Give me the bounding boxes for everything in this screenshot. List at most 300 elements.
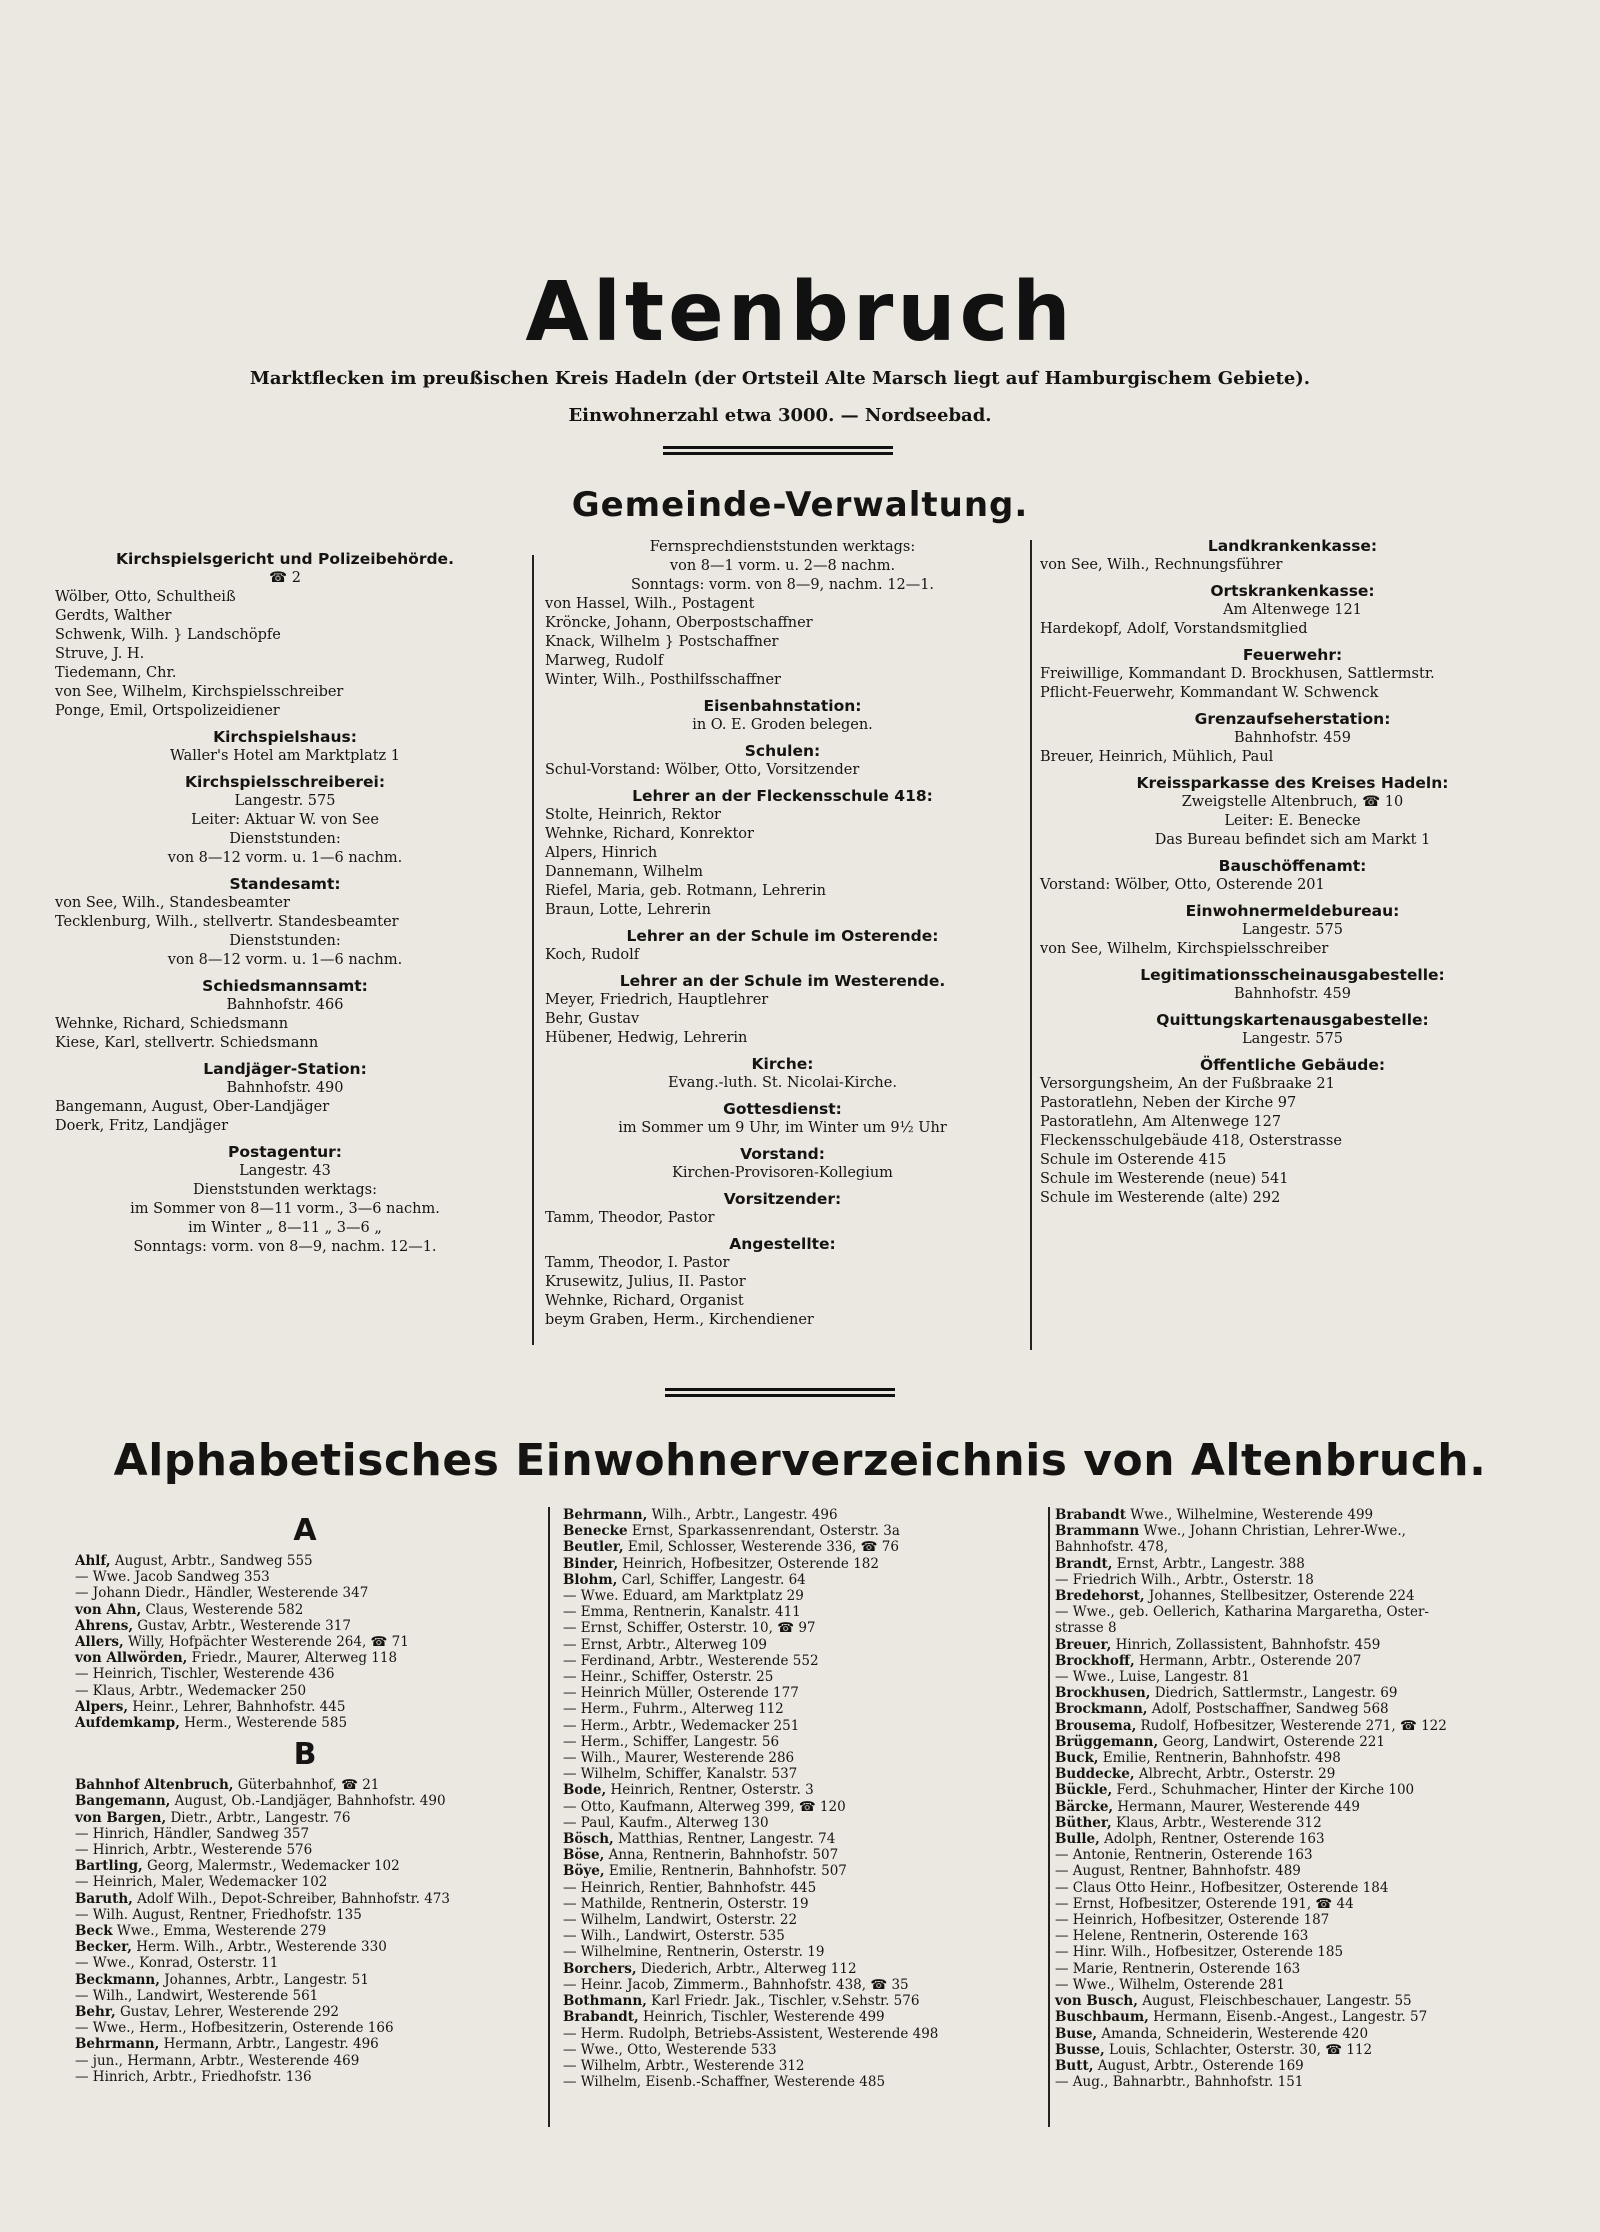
entry-line: Leiter: E. Benecke bbox=[1224, 813, 1361, 829]
entry-details: — Wwe., Wilhelm, Osterende 281 bbox=[1055, 1976, 1285, 1993]
section-heading: Einwohnermeldebureau: bbox=[1185, 902, 1400, 920]
entry-details: Heinrich, Tischler, Westerende 499 bbox=[638, 2009, 885, 2026]
surname: Behrmann, bbox=[75, 2036, 160, 2053]
entry-details: — Antonie, Rentnerin, Osterende 163 bbox=[1055, 1847, 1313, 1864]
section-heading: Kirche: bbox=[751, 1055, 814, 1073]
resident-entry bbox=[75, 1923, 535, 1939]
entry-details: Heinrich, Rentner, Osterstr. 3 bbox=[606, 1782, 814, 1799]
entry-details: — Wilh. August, Rentner, Friedhofstr. 135 bbox=[75, 1906, 362, 1923]
section-heading: Lehrer an der Schule im Osterende: bbox=[626, 927, 939, 945]
resident-entry bbox=[75, 1650, 535, 1666]
surname: Bredehorst, bbox=[1055, 1588, 1145, 1605]
entry-details: Emilie, Rentnerin, Bahnhofstr. 507 bbox=[604, 1863, 847, 1880]
entry-line: von 8—1 vorm. u. 2—8 nachm. bbox=[669, 558, 896, 574]
entry-details: — Wilh., Maurer, Westerende 286 bbox=[563, 1750, 795, 1767]
resident-entry bbox=[563, 1831, 1053, 1847]
resident-entry bbox=[75, 2020, 535, 2036]
entry-line: Riefel, Maria, geb. Rotmann, Lehrerin bbox=[545, 883, 826, 899]
entry-line: Ponge, Emil, Ortspolizeidiener bbox=[55, 703, 280, 719]
surname: Behrmann, bbox=[563, 1507, 648, 1523]
section-heading: Eisenbahnstation: bbox=[703, 697, 862, 715]
entry-details: — Heinr., Schiffer, Osterstr. 25 bbox=[563, 1669, 774, 1686]
resident-entry bbox=[563, 2026, 1053, 2042]
resident-entry bbox=[1055, 2042, 1555, 2058]
surname: Brammann bbox=[1055, 1523, 1140, 1540]
entry-line: Dienststunden: bbox=[229, 831, 341, 847]
surname: Brockhusen, bbox=[1055, 1685, 1151, 1702]
resident-entry bbox=[75, 1793, 535, 1809]
resident-entry bbox=[1055, 1912, 1555, 1928]
resident-entry bbox=[1055, 1734, 1555, 1750]
surname: Bückle, bbox=[1055, 1782, 1113, 1799]
entry-details: — Heinrich, Tischler, Westerende 436 bbox=[75, 1666, 335, 1683]
surname: Borchers, bbox=[563, 1960, 637, 1977]
surname: von Busch, bbox=[1055, 1993, 1138, 2010]
surname: Behr, bbox=[75, 2004, 116, 2021]
entry-details: — Wilh., Landwirt, Westerende 561 bbox=[75, 1987, 319, 2004]
entry-line: Marweg, Rudolf bbox=[545, 653, 664, 669]
section-heading: Lehrer an der Fleckensschule 418: bbox=[632, 787, 933, 805]
surname: Bode, bbox=[563, 1782, 607, 1799]
surname: Allers, bbox=[75, 1634, 124, 1651]
resident-entry bbox=[563, 1766, 1053, 1782]
entry-line: Leiter: Aktuar W. von See bbox=[191, 812, 379, 828]
surname: Bangemann, bbox=[75, 1793, 171, 1810]
section-heading: Bauschöffenamt: bbox=[1218, 857, 1367, 875]
surname: Brüggemann, bbox=[1055, 1733, 1159, 1750]
resident-entry bbox=[563, 1572, 1053, 1588]
resident-entry bbox=[563, 2058, 1053, 2074]
entry-details: — Wwe., Otto, Westerende 533 bbox=[563, 2041, 777, 2058]
entry-details: Claus, Westerende 582 bbox=[141, 1601, 304, 1618]
entry-line: Stolte, Heinrich, Rektor bbox=[545, 807, 721, 823]
entry-details: Wwe., Johann Christian, Lehrer-Wwe., bbox=[1139, 1523, 1406, 1540]
section-heading: Postagentur: bbox=[227, 1143, 343, 1161]
resident-entry bbox=[1055, 1588, 1555, 1604]
resident-entry bbox=[1055, 1507, 1555, 1523]
resident-entry bbox=[75, 1939, 535, 1955]
section-heading: Legitimationsscheinausgabestelle: bbox=[1140, 966, 1445, 984]
entry-line: von See, Wilhelm, Kirchspielsschreiber bbox=[55, 684, 344, 700]
entry-details: — Wwe., Luise, Langestr. 81 bbox=[1055, 1669, 1250, 1686]
entry-details: — Wilhelm, Schiffer, Kanalstr. 537 bbox=[563, 1766, 798, 1783]
resident-entry bbox=[563, 1588, 1053, 1604]
entry-line: Bahnhofstr. 466 bbox=[226, 997, 344, 1013]
page-title: Altenbruch bbox=[525, 265, 1075, 360]
resident-entry bbox=[75, 1907, 535, 1923]
entry-details: Adolph, Rentner, Osterende 163 bbox=[1099, 1831, 1325, 1848]
entry-line: Breuer, Heinrich, Mühlich, Paul bbox=[1040, 749, 1274, 765]
resident-entry bbox=[563, 1734, 1053, 1750]
entry-details: — Heinrich, Maler, Wedemacker 102 bbox=[75, 1874, 328, 1891]
entry-details: — Ernst, Arbtr., Alterweg 109 bbox=[563, 1636, 768, 1653]
surname: Brousema, bbox=[1055, 1717, 1137, 1734]
surname: Ahrens, bbox=[75, 1617, 134, 1634]
entry-line: Langestr. 575 bbox=[234, 793, 336, 809]
entry-line: Zweigstelle Altenbruch, ☎ 10 bbox=[1181, 794, 1404, 810]
resident-entry bbox=[1055, 1799, 1555, 1815]
resident-entry bbox=[563, 1653, 1053, 1669]
entry-line: Pastoratlehn, Neben der Kirche 97 bbox=[1040, 1095, 1297, 1111]
entry-details: — Hinr. Wilh., Hofbesitzer, Osterende 185 bbox=[1055, 1944, 1344, 1961]
entry-line: Langestr. 43 bbox=[239, 1163, 331, 1179]
entry-details: — Wilhelm, Eisenb.-Schaffner, Westerende 485 bbox=[563, 2074, 886, 2091]
resident-entry bbox=[75, 1988, 535, 2004]
entry-details: — Wwe., Herm., Hofbesitzerin, Osterende 166 bbox=[75, 2020, 394, 2037]
resident-entry bbox=[75, 1715, 535, 1731]
surname: Bartling, bbox=[75, 1858, 143, 1875]
entry-line: Freiwillige, Kommandant D. Brockhusen, Sattlermstr. bbox=[1040, 666, 1435, 682]
entry-details: Bahnhofstr. 478, bbox=[1055, 1539, 1169, 1556]
resident-entry bbox=[563, 1961, 1053, 1977]
entry-details: — Wwe. Jacob Sandweg 353 bbox=[75, 1569, 270, 1586]
entry-details: Karl Friedr. Jak., Tischler, v.Sehstr. 576 bbox=[646, 1993, 920, 2010]
resident-entry bbox=[563, 2074, 1053, 2090]
resident-entry bbox=[1055, 1523, 1555, 1539]
entry-details: — Helene, Rentnerin, Osterende 163 bbox=[1055, 1928, 1309, 1945]
entry-line: Winter, Wilh., Posthilfsschaffner bbox=[545, 672, 781, 688]
entry-details: — Aug., Bahnarbtr., Bahnhofstr. 151 bbox=[1055, 2074, 1304, 2091]
resident-entry bbox=[75, 1891, 535, 1907]
resident-entry bbox=[75, 1810, 535, 1826]
section-heading: Grenzaufseherstation: bbox=[1194, 710, 1391, 728]
entry-details: Herm., Westerende 585 bbox=[179, 1715, 348, 1732]
entry-line: Kröncke, Johann, Oberpostschaffner bbox=[545, 615, 813, 631]
resident-entry bbox=[1055, 1928, 1555, 1944]
entry-line: Tamm, Theodor, Pastor bbox=[545, 1210, 715, 1226]
surname: Büther, bbox=[1055, 1814, 1112, 1831]
entry-line: von See, Wilh., Rechnungsführer bbox=[1040, 557, 1283, 573]
column-divider bbox=[1030, 540, 1032, 1350]
entry-details: August, Arbtr., Osterende 169 bbox=[1093, 2057, 1304, 2074]
entry-details: Emilie, Rentnerin, Bahnhofstr. 498 bbox=[1098, 1750, 1341, 1767]
section-heading: Öffentliche Gebäude: bbox=[1199, 1056, 1386, 1074]
entry-details: — Heinrich, Rentier, Bahnhofstr. 445 bbox=[563, 1879, 817, 1896]
entry-details: Wilh., Arbtr., Langestr. 496 bbox=[647, 1507, 838, 1523]
surname: Aufdemkamp, bbox=[75, 1715, 180, 1732]
entry-details: Carl, Schiffer, Langestr. 64 bbox=[617, 1571, 806, 1588]
resident-entry bbox=[75, 1842, 535, 1858]
entry-line: Tecklenburg, Wilh., stellvertr. Standesbeamter bbox=[55, 914, 399, 930]
entry-details: — Wilhelmine, Rentnerin, Osterstr. 19 bbox=[563, 1944, 825, 1961]
entry-line: Pflicht-Feuerwehr, Kommandant W. Schwenck bbox=[1040, 685, 1379, 701]
entry-line: Dienststunden: bbox=[229, 933, 341, 949]
resident-entry bbox=[75, 2053, 535, 2069]
surname: Brabandt, bbox=[563, 2009, 639, 2026]
section-heading: Kirchspielsgericht und Polizeibehörde. bbox=[116, 550, 454, 568]
surname: Buschbaum, bbox=[1055, 2009, 1149, 2026]
resident-entry bbox=[563, 1669, 1053, 1685]
entry-details: — Paul, Kaufm., Alterweg 130 bbox=[563, 1814, 769, 1831]
entry-details: Adolf Wilh., Depot-Schreiber, Bahnhofstr. 473 bbox=[132, 1890, 450, 1907]
resident-entry bbox=[75, 1683, 535, 1699]
surname: Brabandt bbox=[1055, 1507, 1126, 1523]
entry-line: Dannemann, Wilhelm bbox=[545, 864, 704, 880]
entry-details: Heinrich, Hofbesitzer, Osterende 182 bbox=[618, 1555, 879, 1572]
entry-line: Sonntags: vorm. von 8—9, nachm. 12—1. bbox=[630, 577, 935, 593]
entry-details: Dietr., Arbtr., Langestr. 76 bbox=[166, 1809, 351, 1826]
entry-line: Fleckensschulgebäude 418, Osterstrasse bbox=[1040, 1133, 1342, 1149]
entry-details: — Wwe., Konrad, Osterstr. 11 bbox=[75, 1955, 279, 1972]
surname: Buddecke, bbox=[1055, 1766, 1135, 1783]
section-heading: Landjäger-Station: bbox=[203, 1060, 367, 1078]
divider-rule bbox=[663, 446, 893, 455]
resident-entry bbox=[75, 1826, 535, 1842]
surname: von Allwörden, bbox=[75, 1650, 188, 1667]
entry-line: in O. E. Groden belegen. bbox=[692, 717, 873, 733]
entry-line: Wehnke, Richard, Organist bbox=[545, 1293, 744, 1309]
resident-entry bbox=[563, 1750, 1053, 1766]
entry-details: Amanda, Schneiderin, Westerende 420 bbox=[1097, 2025, 1369, 2042]
resident-entry bbox=[75, 1585, 535, 1601]
entry-details: — Hinrich, Arbtr., Friedhofstr. 136 bbox=[75, 2068, 312, 2085]
section-heading: Feuerwehr: bbox=[1242, 646, 1343, 664]
surname: Baruth, bbox=[75, 1890, 133, 1907]
entry-line: Alpers, Hinrich bbox=[545, 845, 658, 861]
surname: Bärcke, bbox=[1055, 1798, 1114, 1815]
resident-entry bbox=[1055, 1750, 1555, 1766]
entry-details: Diederich, Arbtr., Alterweg 112 bbox=[636, 1960, 857, 1977]
resident-entry bbox=[1055, 1961, 1555, 1977]
entry-details: — Heinrich, Hofbesitzer, Osterende 187 bbox=[1055, 1912, 1330, 1929]
entry-line: Schwenk, Wilh. } Landschöpfe bbox=[55, 627, 281, 643]
entry-line: Hübener, Hedwig, Lehrerin bbox=[545, 1030, 748, 1046]
surname: Benecke bbox=[563, 1523, 628, 1540]
entry-details: — Hinrich, Händler, Sandweg 357 bbox=[75, 1825, 310, 1842]
resident-entry bbox=[1055, 1669, 1555, 1685]
resident-entry bbox=[1055, 2009, 1555, 2025]
directory-column-3 bbox=[1055, 1507, 1555, 2090]
entry-details: — Wwe. Eduard, am Marktplatz 29 bbox=[563, 1588, 804, 1605]
entry-details: — Wwe., geb. Oellerich, Katharina Margaretha, Oster- bbox=[1055, 1604, 1429, 1621]
resident-entry bbox=[563, 1701, 1053, 1717]
surname: Beutler, bbox=[563, 1539, 624, 1556]
entry-details: — Wilh., Landwirt, Osterstr. 535 bbox=[563, 1928, 785, 1945]
entry-details: Friedr., Maurer, Alterweg 118 bbox=[187, 1650, 398, 1667]
surname: Bothmann, bbox=[563, 1993, 647, 2010]
entry-line: von 8—12 vorm. u. 1—6 nachm. bbox=[167, 850, 403, 866]
resident-entry bbox=[75, 1634, 535, 1650]
resident-entry bbox=[563, 1637, 1053, 1653]
resident-entry bbox=[1055, 1572, 1555, 1588]
entry-details: — Wilhelm, Arbtr., Westerende 312 bbox=[563, 2057, 805, 2074]
section-heading: Vorsitzender: bbox=[723, 1190, 842, 1208]
entry-details: Gustav, Lehrer, Westerende 292 bbox=[115, 2004, 340, 2021]
resident-entry bbox=[563, 1912, 1053, 1928]
resident-entry bbox=[563, 1928, 1053, 1944]
entry-line: Das Bureau befindet sich am Markt 1 bbox=[1154, 832, 1431, 848]
resident-entry bbox=[1055, 1815, 1555, 1831]
entry-line: Bangemann, August, Ober-Landjäger bbox=[55, 1099, 330, 1115]
entry-details: — Klaus, Arbtr., Wedemacker 250 bbox=[75, 1682, 307, 1699]
resident-entry bbox=[563, 2009, 1053, 2025]
resident-entry bbox=[1055, 1944, 1555, 1960]
resident-entry bbox=[563, 1896, 1053, 1912]
surname: Alpers, bbox=[75, 1698, 129, 1715]
resident-entry bbox=[563, 1620, 1053, 1636]
directory-column-2 bbox=[563, 1507, 1053, 2090]
entry-details: August, Fleischbeschauer, Langestr. 55 bbox=[1137, 1993, 1412, 2010]
entry-details: — Ernst, Hofbesitzer, Osterende 191, ☎ 44 bbox=[1055, 1895, 1354, 1912]
surname: Ahlf, bbox=[75, 1553, 111, 1569]
surname: Binder, bbox=[563, 1555, 619, 1572]
resident-entry bbox=[1055, 1701, 1555, 1717]
resident-entry bbox=[563, 1718, 1053, 1734]
entry-details: Güterbahnhof, ☎ 21 bbox=[233, 1777, 380, 1794]
entry-details: Gustav, Arbtr., Westerende 317 bbox=[133, 1617, 351, 1634]
entry-line: Wölber, Otto, Schultheiß bbox=[55, 589, 236, 605]
entry-line: im Sommer von 8—11 vorm., 3—6 nachm. bbox=[130, 1201, 440, 1217]
resident-entry bbox=[1055, 1766, 1555, 1782]
entry-details: Herm. Wilh., Arbtr., Westerende 330 bbox=[132, 1939, 387, 1956]
entry-line: Knack, Wilhelm } Postschaffner bbox=[545, 634, 779, 650]
section-heading: Schulen: bbox=[744, 742, 821, 760]
entry-line: Pastoratlehn, Am Altenwege 127 bbox=[1040, 1114, 1282, 1130]
entry-line: beym Graben, Herm., Kirchendiener bbox=[545, 1312, 814, 1328]
resident-entry bbox=[75, 1874, 535, 1890]
surname: Beckmann, bbox=[75, 1971, 160, 1988]
column-divider bbox=[548, 1507, 550, 2127]
entry-details: Adolf, Postschaffner, Sandweg 568 bbox=[1147, 1701, 1389, 1718]
entry-details: — Herm., Fuhrm., Alterweg 112 bbox=[563, 1701, 784, 1718]
administration-column-left bbox=[55, 543, 515, 1257]
entry-line: Fernsprechdienststunden werktags: bbox=[649, 539, 916, 555]
entry-line: Evang.-luth. St. Nicolai-Kirche. bbox=[668, 1075, 897, 1091]
surname: Böse, bbox=[563, 1847, 605, 1864]
resident-entry bbox=[75, 1777, 535, 1793]
entry-line: Schule im Westerende (alte) 292 bbox=[1040, 1190, 1281, 1206]
entry-line: Schule im Osterende 415 bbox=[1040, 1152, 1227, 1168]
resident-entry bbox=[563, 1556, 1053, 1572]
entry-line: Dienststunden werktags: bbox=[193, 1182, 377, 1198]
resident-entry bbox=[75, 1569, 535, 1585]
entry-details: Ernst, Arbtr., Langestr. 388 bbox=[1112, 1555, 1305, 1572]
resident-entry bbox=[563, 1685, 1053, 1701]
entry-line: Bahnhofstr. 459 bbox=[1234, 730, 1351, 746]
entry-details: August, Arbtr., Sandweg 555 bbox=[110, 1553, 313, 1569]
resident-entry bbox=[1055, 2058, 1555, 2074]
entry-line: Gerdts, Walther bbox=[55, 608, 172, 624]
resident-entry bbox=[1055, 2026, 1555, 2042]
resident-entry bbox=[563, 2042, 1053, 2058]
entry-details: — Wilhelm, Landwirt, Osterstr. 22 bbox=[563, 1912, 798, 1929]
resident-entry bbox=[1055, 1863, 1555, 1879]
entry-line: von See, Wilhelm, Kirchspielsschreiber bbox=[1040, 941, 1329, 957]
entry-line: Behr, Gustav bbox=[545, 1011, 640, 1027]
entry-details: — Mathilde, Rentnerin, Osterstr. 19 bbox=[563, 1895, 809, 1912]
section-heading: Landkrankenkasse: bbox=[1207, 537, 1378, 555]
entry-details: Johannes, Arbtr., Langestr. 51 bbox=[159, 1971, 369, 1988]
resident-entry bbox=[1055, 2074, 1555, 2090]
entry-line: Langestr. 575 bbox=[1242, 1031, 1343, 1047]
entry-details: Willy, Hofpächter Westerende 264, ☎ 71 bbox=[123, 1634, 409, 1651]
entry-details: Hermann, Maurer, Westerende 449 bbox=[1113, 1798, 1360, 1815]
resident-entry bbox=[563, 1815, 1053, 1831]
town-description: Marktflecken im preußischen Kreis Hadeln (der Ortsteil Alte Marsch liegt auf Hamburgischem Gebiete). bbox=[249, 368, 1311, 389]
entry-line: Koch, Rudolf bbox=[545, 947, 640, 963]
entry-details: — Ferdinand, Arbtr., Westerende 552 bbox=[563, 1652, 819, 1669]
resident-entry bbox=[75, 2069, 535, 2085]
entry-details: Anna, Rentnerin, Bahnhofstr. 507 bbox=[604, 1847, 839, 1864]
resident-entry bbox=[1055, 1977, 1555, 1993]
resident-entry bbox=[1055, 1831, 1555, 1847]
entry-details: Heinr., Lehrer, Bahnhofstr. 445 bbox=[128, 1698, 346, 1715]
entry-details: — Friedrich Wilh., Arbtr., Osterstr. 18 bbox=[1055, 1571, 1314, 1588]
entry-details: — August, Rentner, Bahnhofstr. 489 bbox=[1055, 1863, 1301, 1880]
resident-entry bbox=[1055, 1539, 1555, 1555]
resident-entry bbox=[1055, 1896, 1555, 1912]
entry-details: Ernst, Sparkassenrendant, Osterstr. 3a bbox=[627, 1523, 900, 1540]
entry-details: Ferd., Schuhmacher, Hinter der Kirche 100 bbox=[1112, 1782, 1415, 1799]
surname: Becker, bbox=[75, 1939, 132, 1956]
surname: Bahnhof Altenbruch, bbox=[75, 1777, 234, 1794]
entry-line: Bahnhofstr. 459 bbox=[1234, 986, 1351, 1002]
letter-heading: A bbox=[293, 1513, 317, 1548]
section-heading: Vorstand: bbox=[740, 1145, 825, 1163]
entry-details: — Herm., Schiffer, Langestr. 56 bbox=[563, 1733, 780, 1750]
surname: Brockmann, bbox=[1055, 1701, 1148, 1718]
surname: Böye, bbox=[563, 1863, 605, 1880]
entry-line: von 8—12 vorm. u. 1—6 nachm. bbox=[167, 952, 403, 968]
resident-entry bbox=[563, 1507, 1053, 1523]
entry-line: Vorstand: Wölber, Otto, Osterende 201 bbox=[1040, 877, 1325, 893]
resident-entry bbox=[563, 1604, 1053, 1620]
resident-entry bbox=[1055, 1718, 1555, 1734]
resident-entry bbox=[75, 1553, 535, 1569]
entry-details: Matthias, Rentner, Langestr. 74 bbox=[613, 1831, 836, 1848]
entry-line: Kirchen-Provisoren-Kollegium bbox=[672, 1165, 893, 1181]
surname: Buse, bbox=[1055, 2025, 1098, 2042]
resident-entry bbox=[1055, 1993, 1555, 2009]
resident-entry bbox=[563, 1944, 1053, 1960]
resident-entry bbox=[563, 1880, 1053, 1896]
entry-details: Hermann, Arbtr., Osterende 207 bbox=[1134, 1652, 1362, 1669]
entry-details: — Marie, Rentnerin, Osterende 163 bbox=[1055, 1960, 1301, 1977]
entry-line: Schule im Westerende (neue) 541 bbox=[1040, 1171, 1289, 1187]
resident-entry bbox=[75, 1602, 535, 1618]
resident-entry bbox=[75, 1618, 535, 1634]
resident-entry bbox=[1055, 1556, 1555, 1572]
entry-line: Tamm, Theodor, I. Pastor bbox=[545, 1255, 730, 1271]
resident-entry bbox=[1055, 1637, 1555, 1653]
entry-details: Hermann, Eisenb.-Angest., Langestr. 57 bbox=[1148, 2009, 1428, 2026]
entry-details: — Claus Otto Heinr., Hofbesitzer, Osterende 184 bbox=[1055, 1879, 1389, 1896]
resident-entry bbox=[563, 1993, 1053, 2009]
surname: Breuer, bbox=[1055, 1636, 1112, 1653]
section-heading: Kirchspielshaus: bbox=[213, 728, 357, 746]
section-heading: Quittungskartenausgabestelle: bbox=[1156, 1011, 1429, 1029]
entry-details: Georg, Malermstr., Wedemacker 102 bbox=[142, 1858, 400, 1875]
section-title-administration: Gemeinde-Verwaltung. bbox=[571, 485, 1029, 525]
surname: Beck bbox=[75, 1923, 113, 1940]
entry-details: — Heinrich Müller, Osterende 177 bbox=[563, 1685, 799, 1702]
entry-line: im Winter „ 8—11 „ 3—6 „ bbox=[188, 1220, 382, 1236]
resident-entry bbox=[1055, 1880, 1555, 1896]
resident-entry bbox=[563, 1782, 1053, 1798]
entry-details: — Herm., Arbtr., Wedemacker 251 bbox=[563, 1717, 800, 1734]
surname: Bösch, bbox=[563, 1831, 614, 1848]
section-heading: Kreissparkasse des Kreises Hadeln: bbox=[1136, 774, 1449, 792]
entry-details: Wwe., Emma, Westerende 279 bbox=[112, 1923, 327, 1940]
entry-line: von Hassel, Wilh., Postagent bbox=[545, 596, 755, 612]
entry-line: Langestr. 575 bbox=[1242, 922, 1343, 938]
resident-entry bbox=[75, 1858, 535, 1874]
entry-details: Johannes, Stellbesitzer, Osterende 224 bbox=[1144, 1588, 1415, 1605]
entry-line: Braun, Lotte, Lehrerin bbox=[545, 902, 711, 918]
entry-details: — Johann Diedr., Händler, Westerende 347 bbox=[75, 1585, 369, 1602]
entry-line: Am Altenwege 121 bbox=[1223, 602, 1362, 618]
entry-line: ☎ 2 bbox=[269, 570, 301, 586]
